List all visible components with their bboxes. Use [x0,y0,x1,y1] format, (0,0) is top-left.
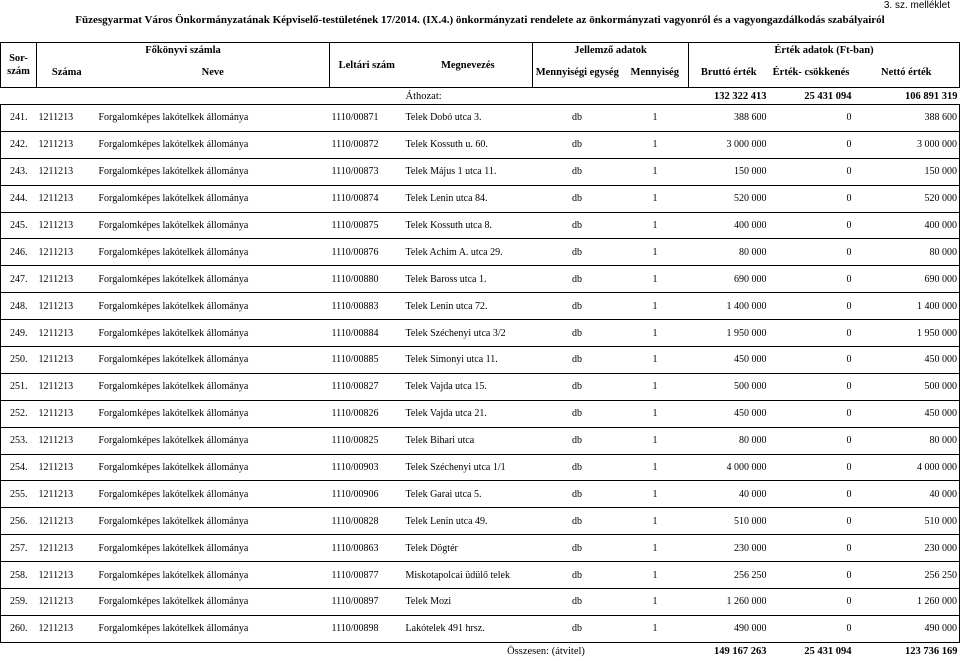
row-neve: Forgalomképes lakótelkek állománya [97,508,330,535]
row-egyseg: db [533,427,622,454]
row-egyseg: db [533,454,622,481]
row-leltari: 1110/00883 [330,293,404,320]
row-szama: 1211213 [37,508,97,535]
row-mennyiseg: 1 [622,373,689,400]
row-egyseg: db [533,373,622,400]
row-sorszam: 250. [1,347,37,374]
row-mennyiseg: 1 [622,212,689,239]
row-brutto: 40 000 [689,481,769,508]
row-csokkenes: 0 [769,400,854,427]
table-row [1,239,960,266]
table-row [1,508,960,535]
row-csokkenes: 0 [769,158,854,185]
row-szama: 1211213 [37,481,97,508]
row-mennyiseg: 1 [622,589,689,616]
total-label: Összesen: (átvitel) [507,645,585,657]
row-csokkenes: 0 [769,212,854,239]
row-mennyiseg: 1 [622,266,689,293]
total-brutto: 149 167 263 [714,645,767,657]
row-sorszam: 257. [1,535,37,562]
row-megnevezes: Telek Kossuth utca 8. [404,212,533,239]
row-leltari: 1110/00877 [330,562,404,589]
row-brutto: 510 000 [689,508,769,535]
row-mennyiseg: 1 [622,454,689,481]
row-brutto: 150 000 [689,158,769,185]
row-leltari: 1110/00903 [330,454,404,481]
row-brutto: 520 000 [689,185,769,212]
row-brutto: 230 000 [689,535,769,562]
row-netto: 450 000 [854,347,960,374]
col-leltari: Leltári szám [330,43,404,88]
row-egyseg: db [533,535,622,562]
row-leltari: 1110/00874 [330,185,404,212]
table-row [1,293,960,320]
row-neve: Forgalomképes lakótelkek állománya [97,373,330,400]
row-megnevezes: Miskotapolcai üdülő telek [404,562,533,589]
row-csokkenes: 0 [769,481,854,508]
row-leltari: 1110/00875 [330,212,404,239]
table-row [1,481,960,508]
table-row [1,373,960,400]
row-leltari: 1110/00876 [330,239,404,266]
row-neve: Forgalomképes lakótelkek állománya [97,185,330,212]
row-szama: 1211213 [37,158,97,185]
row-mennyiseg: 1 [622,615,689,642]
row-sorszam: 245. [1,212,37,239]
row-neve: Forgalomképes lakótelkek állománya [97,239,330,266]
row-neve: Forgalomképes lakótelkek állománya [97,400,330,427]
table-row [1,131,960,158]
row-sorszam: 243. [1,158,37,185]
row-sorszam: 252. [1,400,37,427]
row-neve: Forgalomképes lakótelkek állománya [97,212,330,239]
row-netto: 80 000 [854,239,960,266]
row-brutto: 500 000 [689,373,769,400]
row-szama: 1211213 [37,400,97,427]
row-csokkenes: 0 [769,562,854,589]
row-mennyiseg: 1 [622,562,689,589]
row-brutto: 80 000 [689,427,769,454]
row-sorszam: 246. [1,239,37,266]
col-neve: Neve [97,57,330,88]
total-row [1,642,960,660]
row-leltari: 1110/00871 [330,105,404,132]
row-leltari: 1110/00897 [330,589,404,616]
row-netto: 4 000 000 [854,454,960,481]
row-szama: 1211213 [37,185,97,212]
row-leltari: 1110/00884 [330,320,404,347]
row-neve: Forgalomképes lakótelkek állománya [97,427,330,454]
col-mennyiseg: Mennyiség [622,57,689,88]
row-szama: 1211213 [37,562,97,589]
row-sorszam: 255. [1,481,37,508]
row-mennyiseg: 1 [622,158,689,185]
row-egyseg: db [533,508,622,535]
row-megnevezes: Telek Május 1 utca 11. [404,158,533,185]
table-row [1,266,960,293]
row-brutto: 3 000 000 [689,131,769,158]
table-row [1,347,960,374]
row-csokkenes: 0 [769,535,854,562]
row-leltari: 1110/00827 [330,373,404,400]
row-sorszam: 249. [1,320,37,347]
row-mennyiseg: 1 [622,535,689,562]
row-neve: Forgalomképes lakótelkek állománya [97,562,330,589]
col-brutto: Bruttó érték [689,57,769,88]
row-netto: 40 000 [854,481,960,508]
row-szama: 1211213 [37,320,97,347]
row-megnevezes: Telek Kossuth u. 60. [404,131,533,158]
row-szama: 1211213 [37,347,97,374]
row-brutto: 450 000 [689,400,769,427]
row-neve: Forgalomképes lakótelkek állománya [97,454,330,481]
row-mennyiseg: 1 [622,347,689,374]
row-egyseg: db [533,562,622,589]
row-brutto: 80 000 [689,239,769,266]
row-megnevezes: Telek Széchenyi utca 1/1 [404,454,533,481]
row-megnevezes: Telek Lenin utca 49. [404,508,533,535]
carry-over-netto: 106 891 319 [905,90,958,102]
row-egyseg: db [533,320,622,347]
row-netto: 400 000 [854,212,960,239]
row-szama: 1211213 [37,427,97,454]
table-row [1,615,960,642]
row-csokkenes: 0 [769,131,854,158]
row-mennyiseg: 1 [622,239,689,266]
row-neve: Forgalomképes lakótelkek állománya [97,158,330,185]
row-leltari: 1110/00898 [330,615,404,642]
row-netto: 1 950 000 [854,320,960,347]
row-leltari: 1110/00885 [330,347,404,374]
row-egyseg: db [533,266,622,293]
total-netto: 123 736 169 [905,645,958,657]
row-csokkenes: 0 [769,373,854,400]
row-neve: Forgalomképes lakótelkek állománya [97,535,330,562]
row-csokkenes: 0 [769,266,854,293]
row-leltari: 1110/00825 [330,427,404,454]
row-megnevezes: Telek Dögtér [404,535,533,562]
row-sorszam: 251. [1,373,37,400]
row-mennyiseg: 1 [622,427,689,454]
row-sorszam: 241. [1,105,37,132]
row-neve: Forgalomképes lakótelkek állománya [97,347,330,374]
row-brutto: 490 000 [689,615,769,642]
row-netto: 3 000 000 [854,131,960,158]
row-netto: 80 000 [854,427,960,454]
row-mennyiseg: 1 [622,400,689,427]
col-fokonyvi: Főkönyvi számla [37,43,330,58]
row-csokkenes: 0 [769,239,854,266]
row-sorszam: 244. [1,185,37,212]
row-netto: 510 000 [854,508,960,535]
row-megnevezes: Telek Lenin utca 72. [404,293,533,320]
row-csokkenes: 0 [769,589,854,616]
row-netto: 230 000 [854,535,960,562]
row-leltari: 1110/00872 [330,131,404,158]
row-brutto: 1 400 000 [689,293,769,320]
row-sorszam: 259. [1,589,37,616]
row-sorszam: 254. [1,454,37,481]
carry-over-row [1,88,960,105]
row-mennyiseg: 1 [622,508,689,535]
row-brutto: 256 250 [689,562,769,589]
row-egyseg: db [533,400,622,427]
row-csokkenes: 0 [769,347,854,374]
row-csokkenes: 0 [769,320,854,347]
row-megnevezes: Telek Vajda utca 21. [404,400,533,427]
row-egyseg: db [533,347,622,374]
col-ertek-adatok: Érték adatok (Ft-ban) [689,43,960,58]
row-leltari: 1110/00828 [330,508,404,535]
row-neve: Forgalomképes lakótelkek állománya [97,266,330,293]
row-szama: 1211213 [37,293,97,320]
row-netto: 1 400 000 [854,293,960,320]
row-mennyiseg: 1 [622,293,689,320]
row-csokkenes: 0 [769,185,854,212]
row-brutto: 690 000 [689,266,769,293]
row-egyseg: db [533,239,622,266]
row-egyseg: db [533,615,622,642]
table-row [1,105,960,132]
row-megnevezes: Telek Mozi [404,589,533,616]
row-megnevezes: Telek Simonyi utca 11. [404,347,533,374]
row-egyseg: db [533,158,622,185]
table-row [1,589,960,616]
col-jellemzo: Jellemző adatok [533,43,689,58]
row-leltari: 1110/00880 [330,266,404,293]
row-egyseg: db [533,481,622,508]
row-egyseg: db [533,185,622,212]
row-sorszam: 258. [1,562,37,589]
table-row [1,400,960,427]
row-egyseg: db [533,212,622,239]
row-brutto: 450 000 [689,347,769,374]
row-szama: 1211213 [37,212,97,239]
row-brutto: 1 950 000 [689,320,769,347]
carry-over-brutto: 132 322 413 [714,90,767,102]
table-row [1,185,960,212]
row-mennyiseg: 1 [622,105,689,132]
total-csokkenes: 25 431 094 [804,645,852,657]
row-neve: Forgalomképes lakótelkek állománya [97,105,330,132]
col-netto: Nettó érték [854,57,960,88]
table-row [1,562,960,589]
row-szama: 1211213 [37,105,97,132]
row-megnevezes: Telek Lenin utca 84. [404,185,533,212]
annex-label: 3. sz. melléklet [883,0,950,11]
row-mennyiseg: 1 [622,481,689,508]
row-netto: 500 000 [854,373,960,400]
table-row [1,212,960,239]
row-neve: Forgalomképes lakótelkek állománya [97,131,330,158]
row-mennyiseg: 1 [622,185,689,212]
row-sorszam: 260. [1,615,37,642]
row-leltari: 1110/00826 [330,400,404,427]
row-netto: 388 600 [854,105,960,132]
row-sorszam: 247. [1,266,37,293]
col-szama: Száma [37,57,97,88]
row-brutto: 400 000 [689,212,769,239]
row-netto: 450 000 [854,400,960,427]
row-megnevezes: Telek Achim A. utca 29. [404,239,533,266]
row-neve: Forgalomképes lakótelkek állománya [97,293,330,320]
row-leltari: 1110/00873 [330,158,404,185]
row-neve: Forgalomképes lakótelkek állománya [97,615,330,642]
table-row [1,454,960,481]
row-szama: 1211213 [37,589,97,616]
row-megnevezes: Telek Baross utca 1. [404,266,533,293]
row-csokkenes: 0 [769,293,854,320]
row-szama: 1211213 [37,615,97,642]
row-szama: 1211213 [37,239,97,266]
table-row [1,535,960,562]
row-megnevezes: Telek Garai utca 5. [404,481,533,508]
row-brutto: 388 600 [689,105,769,132]
row-netto: 256 250 [854,562,960,589]
row-szama: 1211213 [37,454,97,481]
row-csokkenes: 0 [769,454,854,481]
row-csokkenes: 0 [769,508,854,535]
row-neve: Forgalomképes lakótelkek állománya [97,589,330,616]
col-menny-egyseg: Mennyiségi egység [533,57,622,88]
row-egyseg: db [533,293,622,320]
row-brutto: 4 000 000 [689,454,769,481]
row-sorszam: 253. [1,427,37,454]
col-sorszam: Sor-szám [1,43,37,88]
row-csokkenes: 0 [769,427,854,454]
row-sorszam: 242. [1,131,37,158]
row-egyseg: db [533,105,622,132]
row-megnevezes: Telek Vajda utca 15. [404,373,533,400]
row-megnevezes: Telek Széchenyi utca 3/2 [404,320,533,347]
row-netto: 690 000 [854,266,960,293]
row-netto: 520 000 [854,185,960,212]
carry-over-label: Áthozat: [405,90,442,102]
row-megnevezes: Lakótelek 491 hrsz. [404,615,533,642]
col-csokkenes: Érték- csökkenés [769,57,854,88]
row-mennyiseg: 1 [622,131,689,158]
row-sorszam: 248. [1,293,37,320]
document-title: Füzesgyarmat Város Önkormányzatának Képviselő-testületének 17/2014. (IX.4.) önkormányzati rendelete az önkormányzati vagyonról és a vagyongazdálkodás szabályairól [75,14,885,26]
row-neve: Forgalomképes lakótelkek állománya [97,320,330,347]
carry-over-csokkenes: 25 431 094 [804,90,852,102]
row-szama: 1211213 [37,373,97,400]
table-row [1,427,960,454]
row-netto: 490 000 [854,615,960,642]
row-leltari: 1110/00863 [330,535,404,562]
row-csokkenes: 0 [769,105,854,132]
row-megnevezes: Telek Dobó utca 3. [404,105,533,132]
row-brutto: 1 260 000 [689,589,769,616]
row-csokkenes: 0 [769,615,854,642]
row-sorszam: 256. [1,508,37,535]
table-row [1,158,960,185]
row-netto: 150 000 [854,158,960,185]
row-netto: 1 260 000 [854,589,960,616]
row-megnevezes: Telek Bihari utca [404,427,533,454]
col-megnevezes: Megnevezés [404,43,533,88]
row-mennyiseg: 1 [622,320,689,347]
row-egyseg: db [533,589,622,616]
row-szama: 1211213 [37,131,97,158]
row-neve: Forgalomképes lakótelkek állománya [97,481,330,508]
row-leltari: 1110/00906 [330,481,404,508]
asset-table [0,42,960,660]
row-szama: 1211213 [37,266,97,293]
table-row [1,320,960,347]
row-szama: 1211213 [37,535,97,562]
row-egyseg: db [533,131,622,158]
